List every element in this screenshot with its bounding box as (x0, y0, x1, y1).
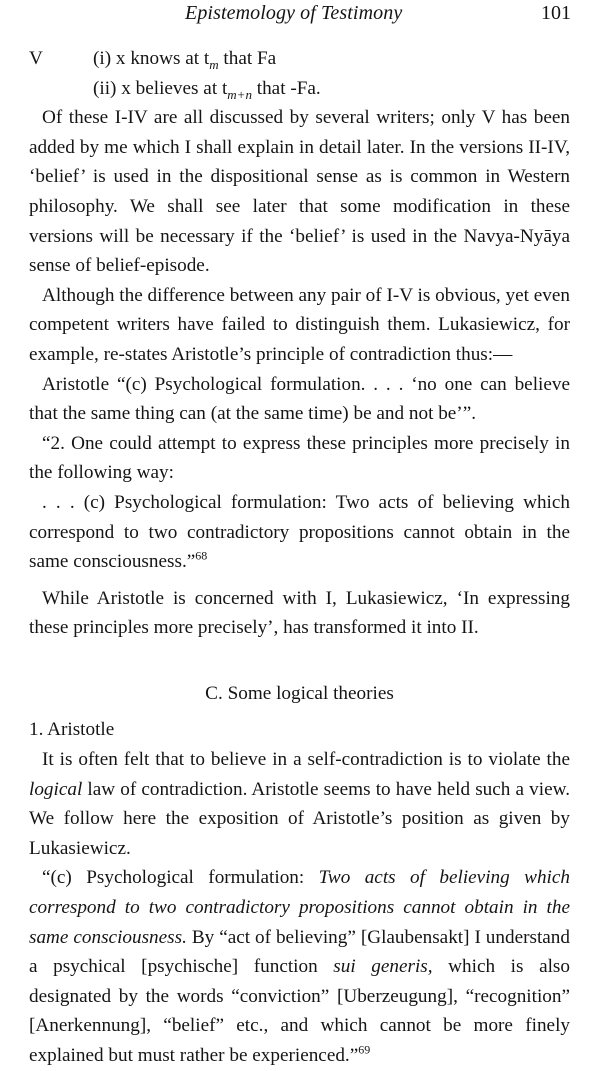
version-v-statement-ii (93, 74, 321, 104)
statement-text: x believes at t (121, 77, 228, 99)
version-label: V (29, 48, 43, 69)
quotation: “2. One could attempt to express these principles more precisely in the following way: (29, 432, 570, 484)
quotation-text: By “act of believing” [Glaubensakt] I understand a psychical [psychische] function (29, 926, 570, 978)
italic-text: Two acts of believing which correspond to two contradictory propositions cannot obtain in the same consciousness. (29, 867, 570, 948)
time-subscript: m+n (227, 86, 252, 102)
paragraph (29, 745, 570, 863)
statement-text: x knows at t (115, 48, 210, 69)
footnote-ref: 68 (195, 548, 208, 563)
quotation (29, 488, 570, 577)
version-v-line-ii (29, 74, 570, 104)
item-marker: (ii) (93, 77, 117, 99)
paragraph: Although the difference between any pair of I-V is obvious, yet even competent writers have failed to distinguish them. Lukasiewicz, for example, re-states Aristotle’s principle of contradiction thus:— (29, 284, 570, 365)
time-subscript: m (209, 56, 219, 72)
italic-text: logical (29, 778, 83, 800)
body-text (29, 44, 570, 1071)
quotation-text: “(c) Psychological formulation: (42, 867, 319, 889)
statement-text: that -Fa. (256, 77, 321, 99)
version-v-line-i (29, 44, 570, 74)
quotation-text: . . . (c) Psychological formulation: Two acts of believing which correspond to two contradictory propositions cannot obtain in the same consciousness.” (29, 491, 570, 573)
running-head: Epistemology of Testimony (185, 2, 403, 24)
paragraph: Of these I-IV are all discussed by several writers; only V has been added by me which I shall explain in detail later. In the versions II-IV, ‘belief’ is used in the dispositional sense as is common in Western philosophy. We shall see later that some modification in these versions will be necessary if the ‘belief’ is used in the Navya-Nyāya sense of belief-episode. (29, 107, 570, 277)
paragraph: While Aristotle is concerned with I, Lukasiewicz, ‘In expressing these principles more precisely’, has transformed it into II. (29, 587, 570, 639)
page-header (0, 2, 600, 28)
italic-text: sui generis, (333, 956, 433, 978)
paragraph-text: It is often felt that to believe in a self-contradiction is to violate the (42, 749, 570, 771)
paragraph-text: law of contradiction. Aristotle seems to have held such a view. We follow here the exposition of Aristotle’s position as given by Lukasiewicz. (29, 778, 570, 859)
item-marker: (i) (93, 48, 112, 69)
quotation (29, 863, 570, 1070)
subsection-heading: 1. Aristotle (29, 719, 115, 741)
page-number: 101 (541, 2, 571, 24)
footnote-ref: 69 (358, 1042, 371, 1057)
version-v-statement-i (93, 44, 276, 74)
statement-text: that Fa (223, 48, 277, 69)
quotation: Aristotle “(c) Psychological formulation. . . . ‘no one can believe that the same thing can (at the same time) be and not be’”. (29, 373, 570, 425)
quotation-text: which is also designated by the words “conviction” [Uberzeugung], “recognition” [Anerkennung], “belief” etc., and which cannot be more finely explained but must rather be experienced.” (29, 956, 570, 1066)
section-heading: C. Some logical theories (205, 682, 394, 704)
